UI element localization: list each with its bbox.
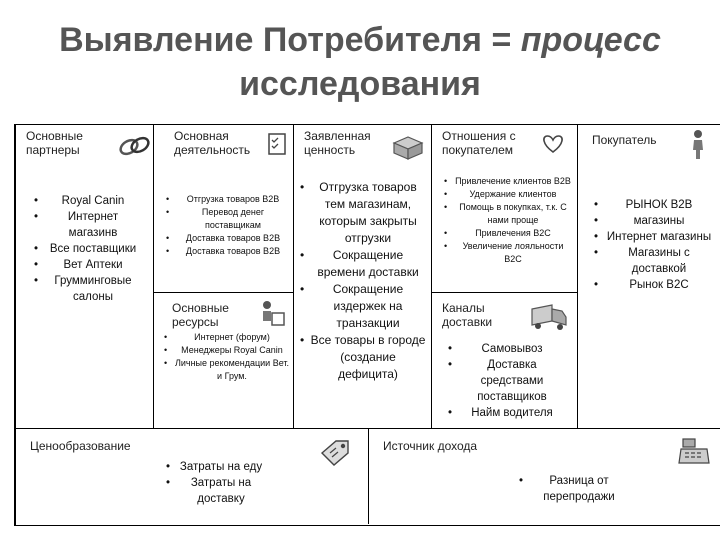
customer-item: • Рынок B2C (604, 277, 714, 293)
customer-header: Покупатель (592, 133, 657, 147)
title-line2: исследования (239, 65, 481, 103)
value-list (310, 179, 426, 383)
value-item: • Все товары в городе (создание дефицита) (310, 332, 426, 383)
slide-title (0, 18, 720, 106)
price-tag-icon (318, 437, 352, 467)
block-revenue (369, 429, 720, 524)
customer-item: • магазины (604, 213, 714, 229)
cash-register-icon (677, 435, 713, 469)
partners-item: • Все поставщики (44, 241, 142, 257)
partners-item: • Интернет магазинв (44, 209, 142, 241)
block-customer (578, 125, 720, 429)
block-costs (16, 429, 369, 524)
revenue-list (529, 473, 629, 505)
value-item: • Отгрузка товаров тем магазинам, которым закрыты отгрузки (310, 179, 426, 247)
resources-item: • Менеджеры Royal Canin (174, 344, 290, 357)
heart-icon (540, 131, 566, 155)
value-item: • Сокращение издержек на транзакции (310, 281, 426, 332)
revenue-item: • Разница от перепродажи (529, 473, 629, 505)
gift-box-icon (390, 131, 426, 161)
block-value (294, 125, 432, 429)
relations-header: Отношения с покупателем (442, 129, 516, 157)
costs-item: • Затраты на еду (176, 459, 266, 475)
person-icon (688, 129, 708, 161)
activities-item: • Отгрузка товаров B2B (176, 193, 290, 206)
partners-header: Основные партнеры (26, 129, 83, 157)
relations-item: • Помощь в покупках, т.к. С нами проще (454, 201, 572, 227)
channels-item: • Найм водителя (458, 405, 566, 421)
activities-header: Основная деятельность (174, 129, 251, 157)
resources-header: Основные ресурсы (172, 301, 229, 329)
block-partners (16, 125, 154, 429)
customer-item: • Магазины с доставкой (604, 245, 714, 277)
truck-icon (528, 301, 570, 333)
channels-item: • Доставка средствами поставщиков (458, 357, 566, 405)
relations-item: • Привлечения B2C (454, 227, 572, 240)
relations-list (454, 175, 572, 266)
partners-list (44, 193, 142, 305)
checklist-icon (266, 131, 288, 157)
partners-item: • Royal Canin (44, 193, 142, 209)
relations-item: • Удержание клиентов (454, 188, 572, 201)
block-channels (432, 293, 578, 429)
channels-header: Каналы доставки (442, 301, 493, 329)
resources-item: • Личные рекомендации Вет. и Грум. (174, 357, 290, 383)
relations-item: • Привлечение клиентов B2B (454, 175, 572, 188)
revenue-header: Источник дохода (383, 439, 478, 453)
activities-list (176, 193, 290, 258)
customer-list (604, 197, 714, 293)
channels-list (458, 341, 566, 421)
value-item: • Сокращение времени доставки (310, 247, 426, 281)
costs-list (176, 459, 266, 507)
block-activities (154, 125, 294, 293)
block-relations (432, 125, 578, 293)
activities-item: • Доставка товаров B2B (176, 245, 290, 258)
customer-item: • РЫНОК B2B (604, 197, 714, 213)
activities-item: • Перевод денег поставщикам (176, 206, 290, 232)
costs-item: • Затраты на доставку (176, 475, 266, 507)
value-header: Заявленная ценность (304, 129, 371, 157)
resources-item: • Интернет (форум) (174, 331, 290, 344)
partners-item: • Грумминговые салоны (44, 273, 142, 305)
worker-icon (254, 299, 288, 329)
channels-item: • Самовывоз (458, 341, 566, 357)
activities-item: • Доставка товаров B2B (176, 232, 290, 245)
chain-links-icon (118, 133, 152, 159)
business-model-canvas (14, 124, 720, 526)
block-resources (154, 293, 294, 429)
title-line1: Выявление Потребителя = процесс (59, 21, 661, 59)
partners-item: • Вет Аптеки (44, 257, 142, 273)
relations-item: • Увеличение лояльности B2C (454, 240, 572, 266)
costs-header: Ценообразование (30, 439, 131, 453)
resources-list (174, 331, 290, 383)
customer-item: • Интернет магазины (604, 229, 714, 245)
